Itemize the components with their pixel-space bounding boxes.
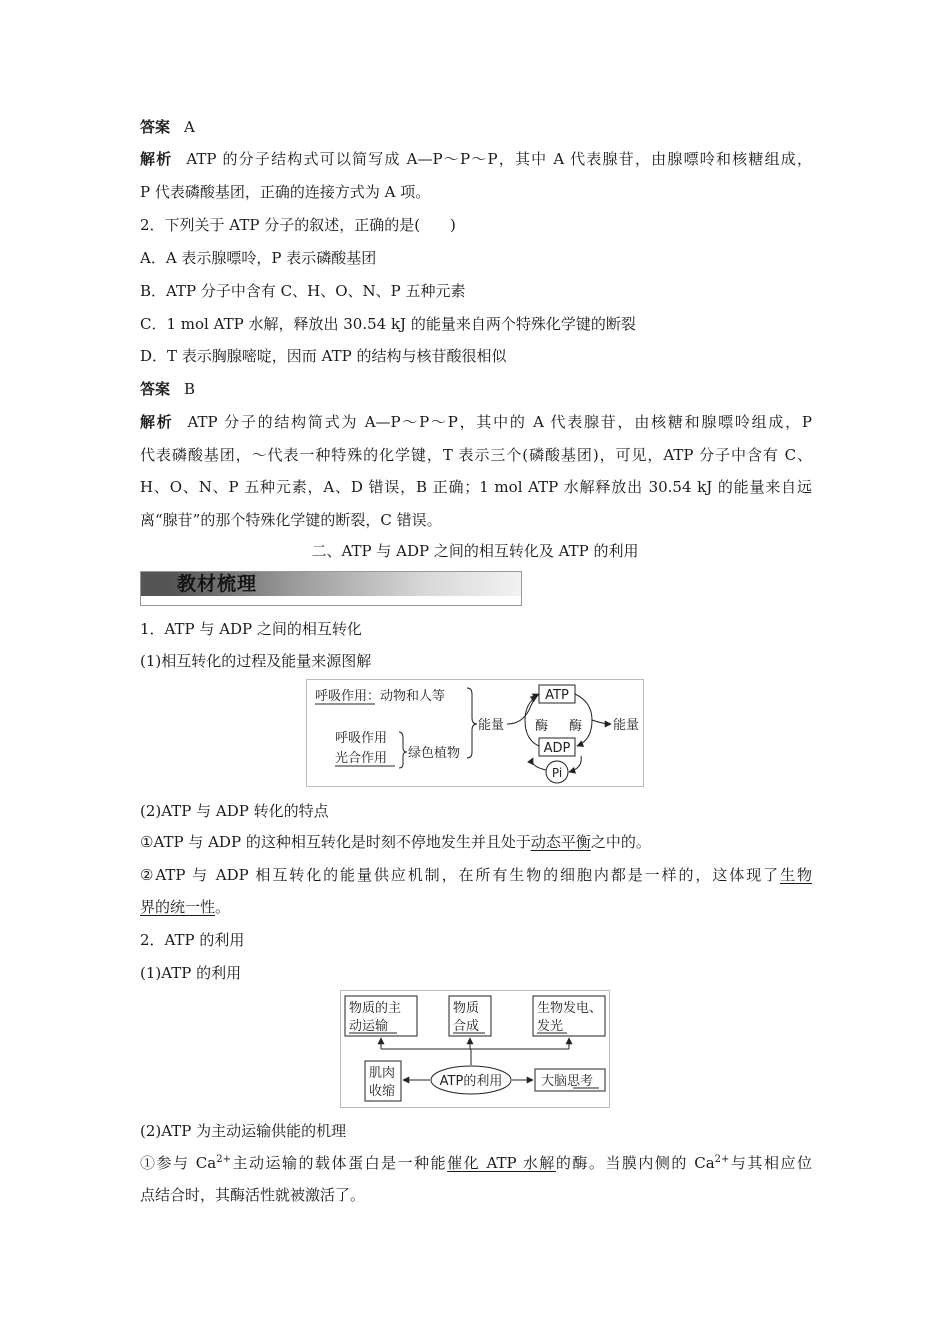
part1-p2-line-2: 界的统一性。	[140, 898, 231, 916]
svg-text:发光: 发光	[537, 1019, 564, 1034]
q2-option-b: B．ATP 分子中含有 C、H、O、N、P 五种元素	[140, 282, 466, 300]
part2-p1-line-1: ①参与 $Ca^{2+}$主动运输的载体蛋白是一种能催化 ATP 水解的酶。当膜内侧的 $Ca^{2+}$与其相应位	[140, 1154, 812, 1172]
answer-label: 答案	[140, 118, 171, 136]
answer-value: A	[184, 118, 195, 136]
label-energy-out: 能量	[613, 718, 640, 733]
part2-p1-line-2: 点结合时，其酶活性就被激活了。	[140, 1186, 366, 1204]
underline-biology: 生物	[780, 866, 812, 884]
q1-analysis-line-1: 解析 ATP 的分子结构式可以简写成 A—P～P～P，其中 A 代表腺苷，由腺嘌呤和核糖组成，	[140, 150, 812, 168]
underline-dynamic-balance: 动态平衡	[530, 833, 591, 851]
part1-p1: ①ATP 与 ADP 的这种相互转化是时刻不停地发生并且处于动态平衡之中的。	[140, 833, 651, 851]
q1-answer-line	[140, 117, 812, 137]
answer-label: 答案	[140, 380, 171, 398]
label-resp: 呼吸作用	[335, 731, 388, 746]
part2-sub1: (1)ATP 的利用	[140, 964, 242, 982]
q2-analysis-line-4: 离“腺苷”的那个特殊化学键的断裂，C 错误。	[140, 511, 442, 529]
label-adp: ADP	[543, 741, 571, 756]
underline-unity: 界的统一性	[140, 898, 216, 916]
part2-sub2: (2)ATP 为主动运输供能的机理	[140, 1122, 347, 1140]
svg-text:合成: 合成	[453, 1019, 480, 1034]
q2-analysis-line-2: 代表磷酸基团，～代表一种特殊的化学键，T 表示三个(磷酸基团)，可见，ATP 分子中含有 C、	[140, 446, 812, 464]
svg-text:大脑思考: 大脑思考	[541, 1074, 594, 1089]
part2-heading: 2．ATP 的利用	[140, 931, 245, 949]
label-atp: ATP	[545, 688, 569, 703]
analysis-label: 解析	[140, 413, 174, 431]
q2-analysis-line-3: H、O、N、P 五种元素，A、D 错误，B 正确；1 mol ATP 水解释放出 30.54 kJ 的能量来自远	[140, 478, 812, 496]
label-pi: Pi	[551, 766, 563, 780]
q2-option-d: D．T 表示胸腺嘧啶，因而 ATP 的结构与核苷酸很相似	[140, 347, 507, 365]
label-center: ATP的利用	[439, 1074, 503, 1089]
svg-text:动运输: 动运输	[349, 1019, 389, 1034]
q2-option-c: C．1 mol ATP 水解，释放出 30.54 kJ 的能量来自两个特殊化学键的断裂	[140, 315, 636, 333]
svg-text:生物发电、: 生物发电、	[537, 1001, 603, 1016]
label-photo: 光合作用	[335, 751, 388, 766]
part1-sub1: (1)相互转化的过程及能量来源图解	[140, 652, 372, 670]
q2-analysis-line-1: 解析 ATP 分子的结构简式为 A—P～P～P，其中的 A 代表腺苷，由核糖和腺嘌呤组成，P	[140, 413, 812, 431]
svg-text:收缩: 收缩	[369, 1084, 396, 1099]
label-resp-animals: 呼吸作用：动物和人等	[315, 689, 446, 704]
svg-text:物质的主: 物质的主	[349, 1001, 402, 1016]
part1-p2-line-1: ②ATP 与 ADP 相互转化的能量供应机制，在所有生物的细胞内都是一样的，这体现了生物	[140, 866, 812, 884]
part1-sub2: (2)ATP 与 ADP 转化的特点	[140, 802, 329, 820]
label-enzyme-left: 酶	[535, 719, 549, 734]
banner-title: 教材梳理	[177, 573, 258, 595]
answer-value: B	[184, 380, 196, 398]
q2-answer-line	[140, 379, 812, 399]
part1-heading: 1．ATP 与 ADP 之间的相互转化	[140, 620, 362, 638]
atp-adp-diagram	[306, 679, 644, 787]
label-enzyme-right: 酶	[569, 719, 583, 734]
atp-use-diagram	[340, 990, 610, 1108]
q2-stem: 2．下列关于 ATP 分子的叙述，正确的是( )	[140, 216, 456, 234]
q2-option-a: A．A 表示腺嘌呤，P 表示磷酸基团	[140, 249, 377, 267]
underline-catalyze: 催化 ATP 水解	[447, 1154, 556, 1172]
q1-analysis-line-2: P 代表磷酸基团，正确的连接方式为 A 项。	[140, 183, 431, 201]
svg-text:肌肉: 肌肉	[369, 1066, 396, 1081]
svg-text:物质: 物质	[453, 1001, 480, 1016]
section-banner	[140, 571, 522, 606]
label-energy-in: 能量	[478, 718, 505, 733]
label-green-plants: 绿色植物	[408, 746, 461, 761]
analysis-label: 解析	[140, 150, 173, 168]
section-title: 二、ATP 与 ADP 之间的相互转化及 ATP 的利用	[311, 542, 639, 560]
